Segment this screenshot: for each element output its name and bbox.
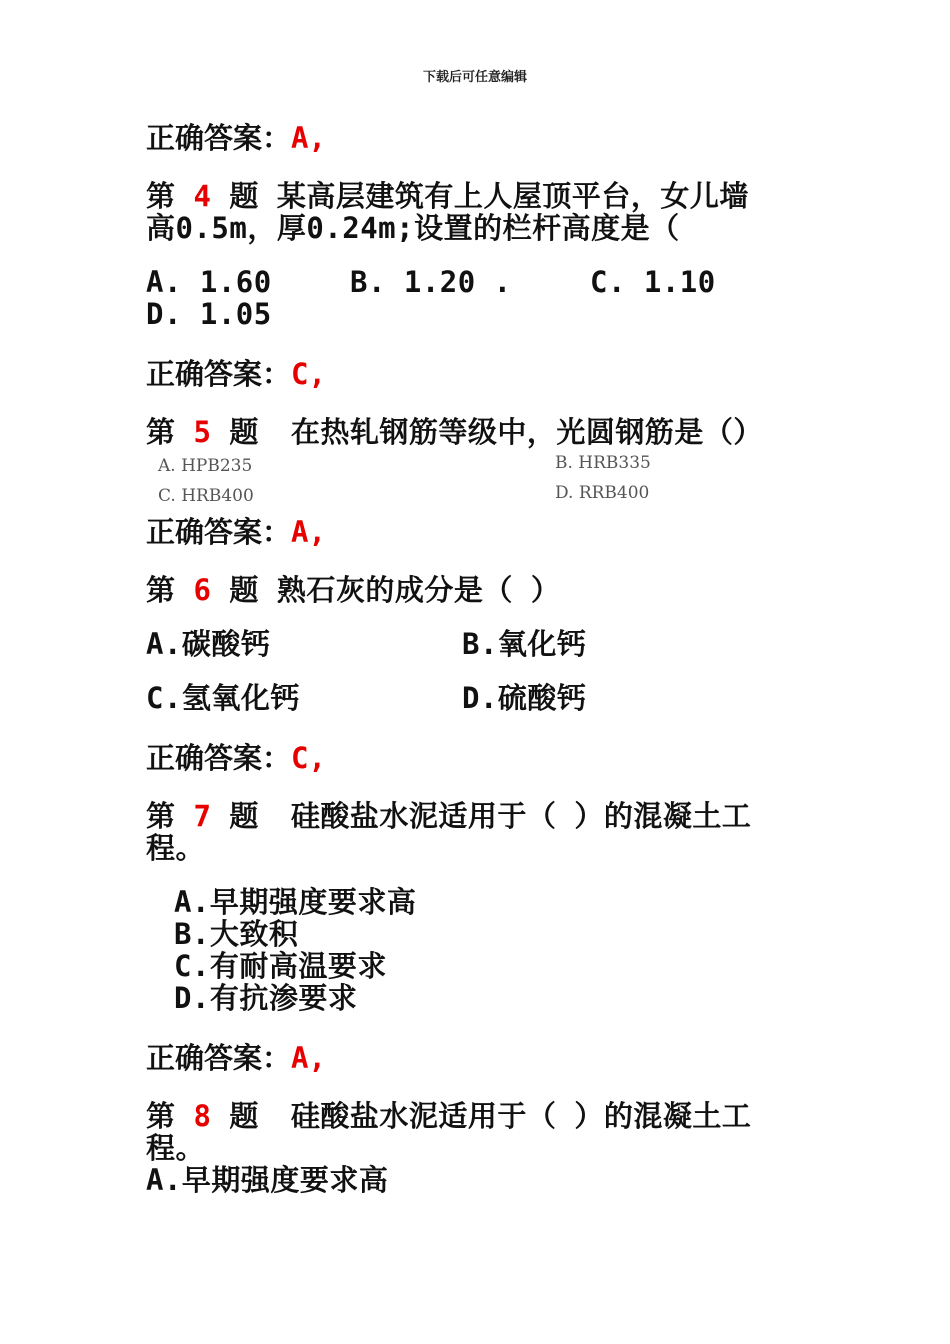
answer-label: 正确答案： xyxy=(146,357,292,391)
answer-line xyxy=(146,1036,326,1077)
question-8-line1 xyxy=(146,1100,751,1132)
option-a: A. HPB235 xyxy=(158,456,253,476)
question-suffix: 题 xyxy=(229,573,259,607)
answer-line xyxy=(146,352,326,393)
option-c: C. 1.10 xyxy=(590,265,716,299)
answer-line xyxy=(146,116,326,157)
answer-value: A, xyxy=(291,121,326,155)
question-text: 在热轧钢筋等级中，光圆钢筋是（） xyxy=(290,415,763,449)
option-c: C.氢氧化钙 xyxy=(146,681,300,715)
question-text: 熟石灰的成分是（ ） xyxy=(276,573,561,607)
option-d: D. RRB400 xyxy=(555,483,650,503)
option-b: B. 1.20 . xyxy=(350,265,512,299)
option-a: A.碳酸钙 xyxy=(146,627,271,661)
answer-value: C, xyxy=(291,741,326,775)
question-4-line1 xyxy=(146,180,749,212)
option-b: B.大致积 xyxy=(174,917,299,951)
question-suffix: 题 xyxy=(229,179,259,213)
question-number: 6 xyxy=(193,573,212,607)
answer-label: 正确答案： xyxy=(146,1041,292,1075)
question-prefix: 第 xyxy=(146,799,176,833)
question-4-line2: 高0.5m，厚0.24m;设置的栏杆高度是（ xyxy=(146,211,680,245)
question-text: 某高层建筑有上人屋顶平台，女儿墙 xyxy=(276,179,749,213)
question-8-line2: 程。 xyxy=(146,1131,206,1165)
question-suffix: 题 xyxy=(229,415,259,449)
page-header: 下载后可任意编辑 xyxy=(422,70,527,85)
question-number: 8 xyxy=(193,1099,212,1133)
answer-label: 正确答案： xyxy=(146,741,292,775)
question-prefix: 第 xyxy=(146,415,176,449)
answer-label: 正确答案： xyxy=(146,121,292,155)
question-prefix: 第 xyxy=(146,573,176,607)
option-a: A. 1.60 xyxy=(146,265,272,299)
question-7-line1 xyxy=(146,800,751,832)
question-suffix: 题 xyxy=(229,1099,259,1133)
answer-value: C, xyxy=(291,357,326,391)
question-number: 5 xyxy=(193,415,212,449)
option-a: A.早期强度要求高 xyxy=(174,885,417,919)
option-c: C. HRB400 xyxy=(158,486,254,506)
question-prefix: 第 xyxy=(146,1099,176,1133)
option-b: B.氧化钙 xyxy=(462,627,587,661)
question-prefix: 第 xyxy=(146,179,176,213)
answer-value: A, xyxy=(291,1041,326,1075)
option-a: A.早期强度要求高 xyxy=(146,1163,389,1197)
answer-value: A, xyxy=(291,515,326,549)
option-d: D. 1.05 xyxy=(146,297,272,331)
question-number: 4 xyxy=(193,179,212,213)
question-6-line1 xyxy=(146,574,560,606)
option-d: D.有抗渗要求 xyxy=(174,981,358,1015)
answer-label: 正确答案： xyxy=(146,515,292,549)
question-text: 硅酸盐水泥适用于（ ）的混凝土工 xyxy=(290,799,752,833)
option-b: B. HRB335 xyxy=(555,453,651,473)
answer-line xyxy=(146,510,326,551)
question-text: 硅酸盐水泥适用于（ ）的混凝土工 xyxy=(290,1099,752,1133)
option-c: C.有耐高温要求 xyxy=(174,949,387,983)
option-d: D.硫酸钙 xyxy=(462,681,587,715)
question-5-line1 xyxy=(146,416,763,448)
answer-line xyxy=(146,736,326,777)
question-7-line2: 程。 xyxy=(146,831,206,865)
question-number: 7 xyxy=(193,799,212,833)
question-suffix: 题 xyxy=(229,799,259,833)
